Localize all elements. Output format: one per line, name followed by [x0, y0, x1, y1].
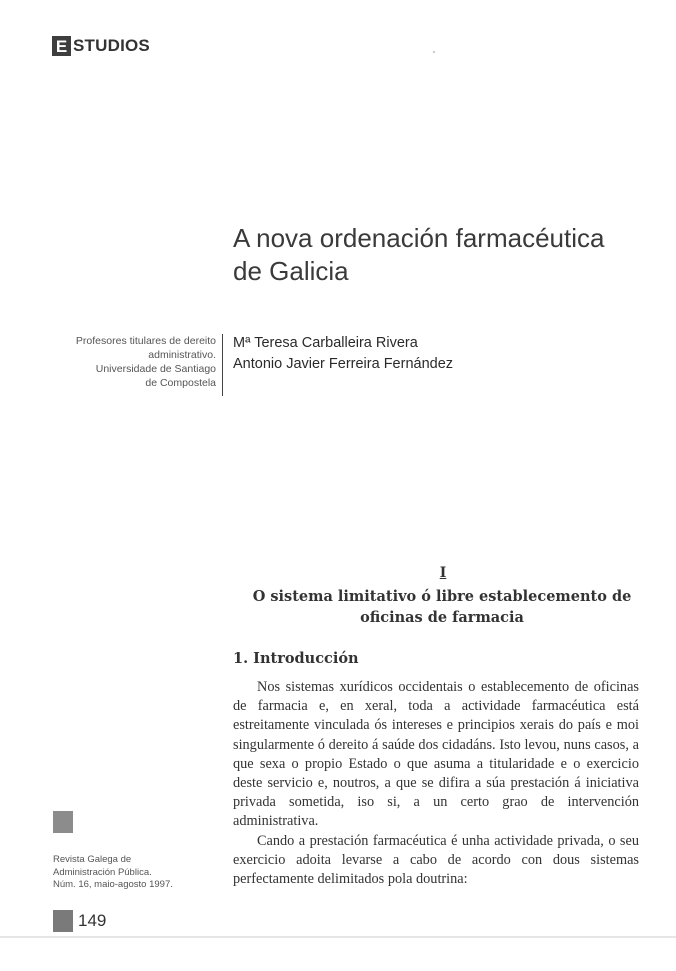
author-affiliation — [50, 334, 216, 390]
margin-marker — [53, 811, 73, 833]
vertical-divider — [222, 334, 223, 396]
body-text — [233, 678, 639, 889]
page-bottom-rule — [0, 936, 676, 938]
author-name: Mª Teresa Carballeira Rivera — [233, 335, 418, 351]
affiliation-line: Profesores titulares de dereito — [75, 335, 216, 347]
header-label: STUDIOS — [73, 36, 150, 55]
journal-line: Revista Galega de — [53, 854, 132, 865]
affiliation-line: administrativo. — [148, 349, 216, 361]
affiliation-line: Universidade de Santiago — [95, 363, 216, 375]
section-header — [52, 36, 150, 56]
journal-line: Núm. 16, maio-agosto 1997. — [53, 879, 173, 890]
title-line: A nova ordenación farmacéutica — [233, 223, 605, 253]
affiliation-line: de Compostela — [145, 377, 216, 389]
article-title — [233, 222, 653, 288]
journal-citation — [53, 854, 223, 892]
paragraph: Nos sistemas xurídicos occidentais o establecemento de oficinas de farmacia e, en xeral, toda a actividade farmacéutica está estreitamente vinculada ós intereses e principios xerais do país e moi singularmente ó dereito á saúde dos cidadáns. Isto levou, nuns casos, a que sexa o propio Estado o que asuma a titularidade e o exercicio deste servicio e, noutros, a que se difira a súa prestación á iniciativa privada sometida, iso si, a un certo grao de intervención administrativa. — [233, 679, 639, 830]
section-title-line: O sistema limitativo ó libre establecemento de — [252, 588, 632, 605]
author-list — [233, 333, 453, 375]
page-number-text: 149 — [78, 911, 107, 930]
page-number — [53, 910, 106, 932]
journal-line: Administración Pública. — [53, 866, 152, 878]
section-title — [233, 586, 651, 628]
paragraph: Cando a prestación farmacéutica é unha actividade privada, o seu exercicio adoita levarse a cabo de acordo con dous sistemas perfectamente delimitados pola doutrina: — [233, 832, 639, 888]
subsection-heading: 1. Introducción — [233, 650, 359, 667]
author-name: Antonio Javier Ferreira Fernández — [233, 356, 454, 372]
title-line: de Galicia — [233, 256, 349, 286]
page-number-marker — [53, 910, 73, 932]
section-title-line: oficinas de farmacia — [360, 609, 524, 626]
header-initial: E — [52, 36, 71, 56]
section-number: I — [439, 565, 447, 581]
print-speck — [433, 51, 435, 53]
